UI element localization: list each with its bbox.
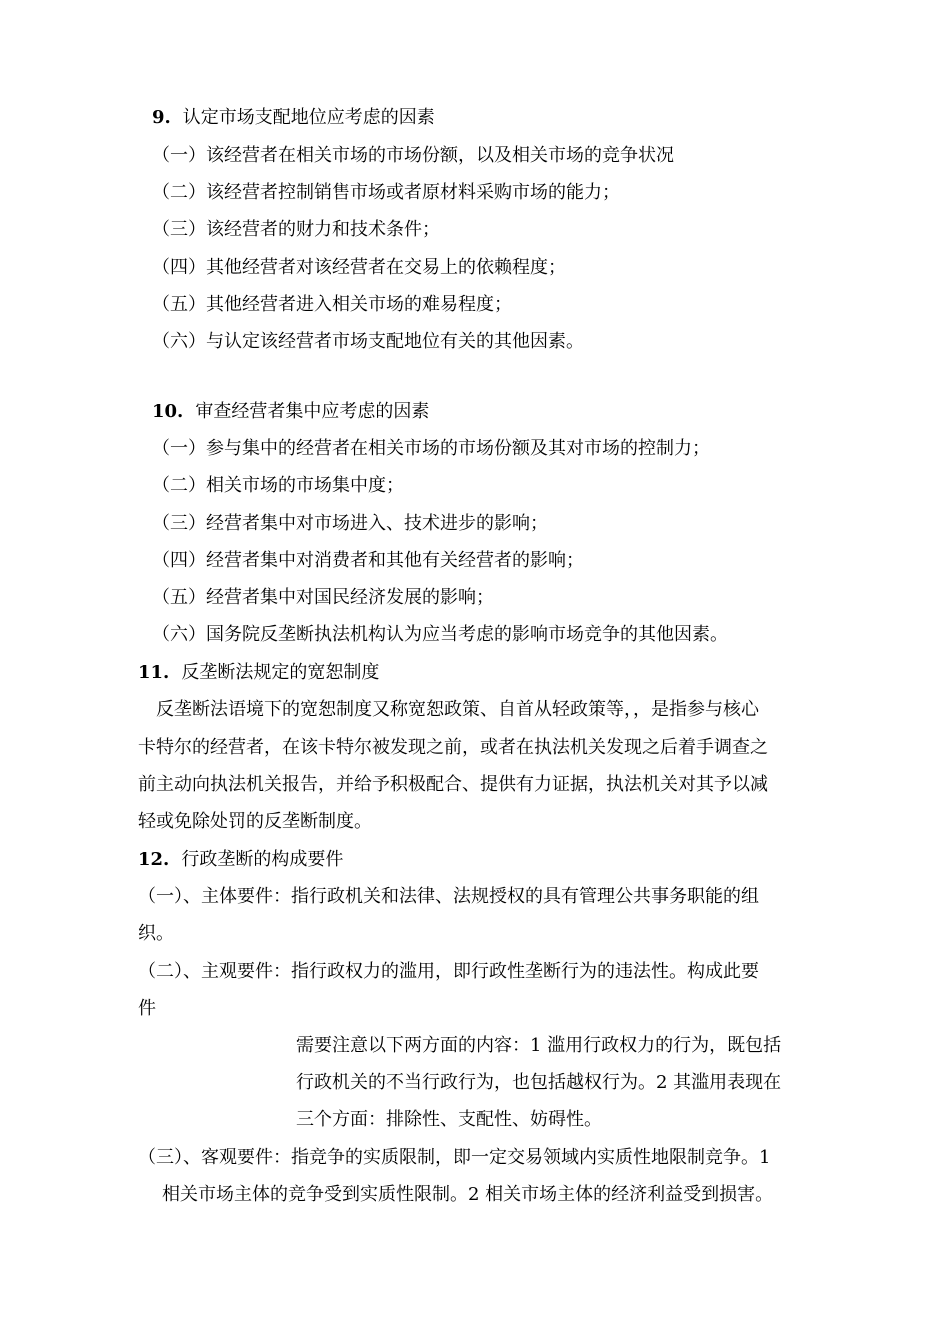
paragraph-line: 相关市场主体的竞争受到实质性限制。2 相关市场主体的经济利益受到损害。 <box>162 1184 774 1205</box>
list-item: （四）其他经营者对该经营者在交易上的依赖程度； <box>152 257 566 278</box>
paragraph-line: 织。 <box>138 923 174 944</box>
list-item: （五）其他经营者进入相关市场的难易程度； <box>152 294 512 315</box>
list-item: （五）经营者集中对国民经济发展的影响； <box>152 587 494 608</box>
section-9-heading <box>152 106 435 130</box>
section-10-heading <box>152 400 429 424</box>
paragraph-line: （二）、主观要件：指行政权力的滥用，即行政性垄断行为的违法性。构成此要 <box>138 961 759 982</box>
paragraph-line: 件 <box>138 998 156 1019</box>
paragraph-line: 前主动向执法机关报告，并给予积极配合、提供有力证据，执法机关对其予以减 <box>138 774 768 795</box>
paragraph-line: 反垄断法语境下的宽恕制度又称宽恕政策、自首从轻政策等，，是指参与核心 <box>156 699 759 720</box>
section-12-heading <box>138 848 343 872</box>
paragraph-line: （一）、主体要件：指行政机关和法律、法规授权的具有管理公共事务职能的组 <box>138 886 759 907</box>
section-title: 行政垄断的构成要件 <box>181 849 344 870</box>
section-title: 审查经营者集中应考虑的因素 <box>195 401 430 422</box>
paragraph-line: （三）、客观要件：指竞争的实质限制，即一定交易领域内实质性地限制竞争。1 <box>138 1147 771 1168</box>
list-item: （六）与认定该经营者市场支配地位有关的其他因素。 <box>152 331 584 352</box>
list-item: （一）该经营者在相关市场的市场份额，以及相关市场的竞争状况 <box>152 145 674 166</box>
indented-note-line: 三个方面：排除性、支配性、妨碍性。 <box>296 1109 602 1130</box>
section-title: 认定市场支配地位应考虑的因素 <box>182 107 435 128</box>
list-item: （二）该经营者控制销售市场或者原材料采购市场的能力； <box>152 182 620 203</box>
list-item: （四）经营者集中对消费者和其他有关经营者的影响； <box>152 550 584 571</box>
paragraph-line: 轻或免除处罚的反垄断制度。 <box>138 811 372 832</box>
list-item: （一）参与集中的经营者在相关市场的市场份额及其对市场的控制力； <box>152 438 710 459</box>
list-item: （二）相关市场的市场集中度； <box>152 475 404 496</box>
list-item: （三）经营者集中对市场进入、技术进步的影响； <box>152 513 548 534</box>
indented-note-line: 行政机关的不当行政行为，也包括越权行为。2 其滥用表现在 <box>296 1072 782 1093</box>
section-number: 11. <box>138 662 170 683</box>
list-item: （三）该经营者的财力和技术条件； <box>152 219 440 240</box>
section-number: 9. <box>152 107 171 128</box>
paragraph-line: 卡特尔的经营者，在该卡特尔被发现之前，或者在执法机关发现之后着手调查之 <box>138 737 768 758</box>
indented-note-line: 需要注意以下两方面的内容：1 滥用行政权力的行为，既包括 <box>296 1035 782 1056</box>
section-11-heading <box>138 661 379 685</box>
section-number: 12. <box>138 849 170 870</box>
section-title: 反垄断法规定的宽恕制度 <box>181 662 380 683</box>
list-item: （六）国务院反垄断执法机构认为应当考虑的影响市场竞争的其他因素。 <box>152 624 728 645</box>
section-number: 10. <box>152 401 184 422</box>
